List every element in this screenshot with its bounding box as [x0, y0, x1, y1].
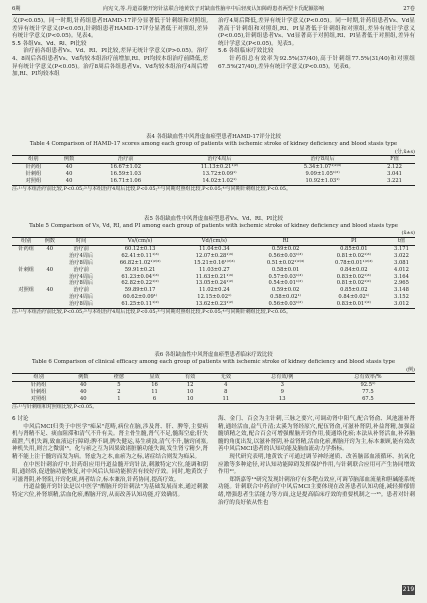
- table-cell: 14.02±1.02¹⁾: [168, 178, 271, 185]
- paragraph: 治疗4周后降低,差异有统计学意义(P<0.05)。同一时期,针药组患者Vs、Vd显著高于针刺组和对照组,RI、PI显著低于针刺组和对照组,差异有统计学意义(P<0.05),针刺组患者Vs、Vd显著高于对照组,RI、PI显著低于对照组,差异有统计学意义(P<0.05)。见表5。: [218, 18, 415, 47]
- header-volume: 27卷: [403, 6, 415, 12]
- table-cell: 15.21±0.16¹⁾²⁾³⁾: [193, 259, 235, 266]
- table-4-note: 注:¹⁾与本组治疗前比较,P<0.05;²⁾与本组治疗4周后比较,P<0.05;³⁾与同期对照组比较,P<0.05;⁴⁾与同期针刺组比较,P<0.05。: [12, 185, 291, 192]
- table-cell: 60.12±0.13: [124, 245, 156, 252]
- column-header: 例数: [55, 156, 84, 164]
- column-header: 总有效率/%: [321, 374, 415, 382]
- column-header: t值: [388, 238, 415, 246]
- table-cell: 治疗4周后: [69, 294, 94, 301]
- table-cell: 40: [46, 245, 54, 252]
- table-cell: 治疗8周后: [69, 280, 94, 287]
- table-6: [12, 373, 415, 404]
- table-cell: 40: [65, 163, 73, 170]
- table-cell: [40, 280, 59, 287]
- table-cell: 9: [280, 388, 284, 395]
- table-cell: 10: [172, 396, 208, 403]
- table-cell: 0.84±0.02: [340, 266, 368, 273]
- table-cell: [40, 260, 59, 267]
- table-cell: 0.81±0.02¹⁾³⁾: [336, 252, 371, 259]
- table-cell: [12, 274, 40, 281]
- table-cell: 67.5: [321, 396, 415, 403]
- table-cell: 针药组: [18, 245, 34, 252]
- table-cell: [40, 274, 59, 281]
- table-cell: 40: [79, 381, 87, 388]
- column-header: 有效: [172, 374, 208, 382]
- table-cell: 77.5: [362, 388, 374, 395]
- header-issue: 6期: [12, 6, 21, 12]
- table-row: [12, 381, 415, 388]
- table-cell: 13: [244, 396, 321, 403]
- table-cell: 0.83±0.02¹⁾³⁾: [336, 273, 371, 280]
- table-4-title-en: Table 4 Comparison of HAMD-17 scores among each group of patients with ischemic stroke of kidney deficiency and blood stasis type: [29, 141, 398, 147]
- table-cell: 61.25±0.11¹⁾²⁾: [103, 301, 177, 308]
- table-row: [12, 396, 415, 403]
- table-4-unit: (分,x̄±s): [394, 149, 415, 155]
- table-4: [12, 155, 415, 186]
- table-cell: 0.84±0.02¹⁾: [338, 294, 370, 301]
- table-cell: [40, 294, 59, 301]
- table-cell: 针药组: [30, 381, 47, 388]
- table-cell: 治疗前: [73, 245, 89, 252]
- table-cell: 11.04±0.34: [198, 245, 230, 252]
- table-cell: 0.85±0.01: [340, 245, 368, 252]
- table-cell: 62.82±0.22¹⁾²⁾: [121, 280, 159, 287]
- table-cell: 针刺组: [30, 388, 47, 395]
- table-cell: 2.965: [394, 280, 409, 287]
- table-cell: 2: [117, 388, 121, 395]
- table-cell: 13.72±0.09¹⁾: [202, 170, 237, 177]
- running-header: [12, 5, 415, 15]
- table-cell: 0.78±0.01¹⁾²⁾³⁾: [335, 259, 373, 266]
- table-cell: 3.022: [394, 252, 409, 259]
- table-cell: 3.148: [394, 287, 409, 294]
- table-cell: 对照组: [12, 396, 65, 403]
- table-cell: 10: [186, 388, 194, 395]
- table-cell: 针刺组: [18, 266, 34, 273]
- table-row: [12, 178, 415, 185]
- table-cell: 13.62±0.23¹⁾²⁾: [177, 301, 251, 308]
- table-cell: 11: [151, 388, 158, 395]
- table-cell: [40, 301, 59, 308]
- table-cell: 6: [137, 396, 173, 403]
- table-cell: 治疗8周后: [59, 301, 103, 308]
- table-cell: [12, 294, 40, 301]
- table-cell: 0.59±0.02: [271, 245, 300, 252]
- table-cell: 16: [151, 381, 158, 388]
- table-cell: 60.62±0.09¹⁾: [123, 294, 158, 301]
- table-cell: 66.82±1.02¹⁾²⁾³⁾: [119, 259, 161, 266]
- table-cell: 0.85±0.02: [340, 287, 368, 294]
- table-cell: 0.58±0.01: [271, 266, 300, 273]
- column-header: PI: [320, 238, 388, 246]
- table-5-title: 表5 各组缺血性中风肾虚血瘀型患者Vs、Vd、RI、PI比较: [144, 216, 283, 222]
- table-cell: 12.07±0.28¹⁾³⁾: [195, 252, 234, 259]
- table-cell: 5: [117, 381, 121, 388]
- table-cell: 0.54±0.01¹⁾²⁾: [268, 280, 303, 287]
- table-cell: 8: [224, 388, 228, 395]
- table-cell: 40: [46, 266, 54, 273]
- bottom-right-column: [218, 416, 415, 507]
- table-cell: 3.221: [374, 178, 415, 185]
- table-cell: 40: [65, 170, 73, 177]
- table-cell: 2.122: [387, 163, 402, 170]
- column-header: 组别: [12, 238, 40, 246]
- table-cell: 9.09±1.05¹⁾²⁾: [305, 170, 340, 177]
- table-cell: 0.57±0.03¹⁾³⁾: [268, 273, 303, 280]
- table-cell: [12, 253, 40, 260]
- section-heading: 5.5 各组Vs、Vd、RI、PI比较: [12, 40, 87, 47]
- table-cell: 59.89±0.17: [124, 287, 156, 294]
- table-cell: 40: [46, 287, 54, 294]
- table-cell: 11.13±0.21¹⁾²⁾: [200, 163, 239, 170]
- table-header-row: [12, 156, 415, 164]
- table-cell: 4.012: [394, 266, 409, 273]
- table-cell: 3.171: [394, 245, 409, 252]
- table-cell: 针刺组: [25, 170, 42, 177]
- table-header-row: [12, 374, 415, 382]
- paragraph: 义(P<0.05)。同一时期,针药组患者HAMD-17评分显著低于针刺组和对照组,差异有统计学意义(P<0.05),针刺组患者HAMD-17评分显著低于对照组,差异有统计学意义(P<0.05)。见表4。: [12, 18, 208, 40]
- table-cell: 3.164: [394, 273, 409, 280]
- table-cell: 16.59±1.03: [110, 170, 142, 177]
- column-header: 痊愈: [101, 374, 137, 382]
- table-cell: 0.83±0.01¹⁾²⁾: [320, 301, 388, 308]
- table-cell: 13.05±0.24¹⁾²⁾: [195, 280, 234, 287]
- table-cell: 16.67±1.02: [110, 163, 142, 170]
- column-header: 治疗8周后: [271, 156, 374, 164]
- column-header: 例数: [65, 374, 101, 382]
- table-6-title-en: Table 6 Comparison of clinical efficacy among each group of patients with ischemic stroke of kidney deficiency and blood stasis type: [31, 359, 396, 365]
- table-cell: 62.41±0.11¹⁾³⁾: [121, 252, 159, 259]
- table-6-body: [12, 381, 415, 403]
- table-5: [12, 237, 415, 309]
- table-cell: 4: [224, 381, 228, 388]
- table-cell: 0.81±0.02¹⁾²⁾: [336, 280, 371, 287]
- table-cell: 0.59±0.02: [271, 287, 300, 294]
- table-row: [12, 163, 415, 170]
- table-cell: 对照组: [12, 178, 55, 185]
- table-row: [12, 260, 415, 267]
- table-cell: 5.34±1.07¹⁾²⁾³⁾: [303, 163, 342, 170]
- table-cell: 11.63±0.21¹⁾³⁾: [195, 273, 234, 280]
- table-6-block: [12, 352, 415, 411]
- table-cell: 3.081: [394, 259, 409, 266]
- column-header: 治疗前: [83, 156, 168, 164]
- header-title: 向宪文,等.丹道益髓开窍针法联合地黄饮子对缺血性脑卒中后轻度认知障碍患者两型卡氏配额影响: [102, 6, 325, 12]
- table-5-body: [12, 245, 415, 308]
- table-cell: 治疗前: [73, 266, 89, 273]
- column-header: 显效: [137, 374, 173, 382]
- table-row: [12, 301, 415, 308]
- table-cell: 40: [55, 178, 84, 185]
- table-cell: 治疗8周后: [69, 259, 94, 266]
- column-header: Vs/(cm/s): [103, 238, 177, 246]
- table-6-unit: (例): [406, 367, 415, 373]
- column-header: F值: [374, 156, 415, 164]
- paragraph: 郑斯嘉等¹⁴研究发现针刺治疗有多靶点效应,可调节脑部血流量和胆碱能系统功能。针刺联合中药治疗中风后MCI主要体现在改善患者认知功能,减轻抑郁情绪,增强患者生活能力等方面,这是提高临床疗效的重要机制之一¹⁶。患者对针刺治疗的良好依从性也: [218, 476, 415, 506]
- table-cell: 0.51±0.02¹⁾²⁾³⁾: [266, 259, 305, 266]
- table-cell: 12.15±0.02¹⁾: [197, 294, 232, 301]
- column-header: 时间: [59, 238, 103, 246]
- table-5-block: [12, 216, 415, 316]
- table-row: [12, 253, 415, 260]
- table-cell: 3.152: [394, 294, 409, 301]
- column-header: Vd/(cm/s): [177, 238, 251, 246]
- table-cell: 0.56±0.03¹⁾²⁾: [251, 301, 319, 308]
- column-header: 治疗4周后: [168, 156, 271, 164]
- table-cell: 治疗4周后: [69, 252, 94, 259]
- table-row: [12, 245, 415, 252]
- table-4-block: [12, 134, 415, 193]
- table-cell: [12, 301, 40, 308]
- top-left-column: [12, 18, 208, 79]
- table-cell: 治疗前: [73, 287, 89, 294]
- table-6-note: 注:¹⁾与针刺组和对照组比较,P<0.05。: [12, 403, 98, 410]
- table-cell: 11: [208, 396, 244, 403]
- table-5-unit: (x̄±s): [401, 230, 415, 236]
- paragraph: 治疗前各组患者Vs、Vd、RI、PI比较,差异无统计学意义(P>0.05)。治疗4、8周后各组患者Vs、Vd均较本组治疗前增加,RI、PI均较本组治疗前降低,差异有统计学意义(P<0.05)。治疗8周后各组患者Vs、Vd均较本组治疗4周后增加,RI、PI均较本组: [12, 48, 208, 78]
- table-cell: 1: [101, 396, 137, 403]
- table-row: [12, 267, 415, 274]
- table-4-title: 表4 各组缺血性中风肾虚血瘀型患者HAMD-17评分比较: [146, 134, 281, 140]
- table-5-note: 注:¹⁾与本组治疗前比较,P<0.05;²⁾与本组治疗4周后比较,P<0.05;³⁾与同期对照组比较,P<0.05;⁴⁾与同期针刺组比较,P<0.05。: [12, 309, 291, 316]
- table-cell: 61.23±0.04¹⁾³⁾: [121, 273, 159, 280]
- table-cell: 16.71±1.06: [83, 178, 168, 185]
- table-cell: 治疗4周后: [69, 273, 94, 280]
- column-header: 例数: [40, 238, 59, 246]
- section-heading: 5.6 各组临床疗效比较: [218, 48, 274, 55]
- table-cell: 3.012: [388, 301, 415, 308]
- paragraph: 丹道益髓开窍针法是以中医学"醒脑开窍针刺法"为基础发展而来,通过刺激特定穴位,补肾填精,活血化瘀,醒脑开窍,从而改善认知功能,疗效确切。: [12, 484, 208, 498]
- bottom-left-column: [12, 416, 208, 500]
- table-cell: 12: [186, 381, 194, 388]
- table-6-title: 表6 各组缺血性中风肾虚血瘀型患者临床疗效比较: [154, 352, 273, 358]
- column-header: 无效: [208, 374, 244, 382]
- table-cell: 40: [79, 388, 87, 395]
- table-cell: 92.5¹⁾: [360, 381, 376, 388]
- paragraph: 中风后MCI归类于中医学"痴呆"范畴,病位在脑,涉及肾、肝、脾等,主要病机与肾精不足、痰血阻滞和清气不升有关。肾主骨生髓,肾气不足,髓海空虚;肝失疏泄,气机失调,致血液运行障碍;脾不调,脾失健运,易生痰浊,清气不升,脑窍闭塞,神机失用,则言之微弱¹⁵。化与瘀之互为因果致诸脏腑功能失调,发生肾亏精少,肾精不能上注于髓窍而发为病。肾虚为之本,血瘀为之标,诸症结合则发为痴呆。: [12, 423, 208, 460]
- table-header-row: [12, 238, 415, 246]
- paragraph: 现代研究表明,地黄饮子可通过调节神经递质、改善脑部血液循环、抗氧化应激等多种途径,对认知功能障碍发挥保护作用,与针刺联合应用可产生协同增效作用¹⁰。: [218, 453, 415, 476]
- table-cell: 对照组: [18, 287, 34, 294]
- paragraph: 针药组总有效率为92.5%(37/40),高于针刺组77.5%(31/40)和对照组67.5%(27/40),差异有统计学意义(P<0.05)。见表6。: [218, 55, 415, 70]
- table-row: [12, 171, 415, 178]
- table-cell: 11.02±0.24: [198, 287, 230, 294]
- column-header: RI: [251, 238, 319, 246]
- table-cell: 11.03±0.27: [198, 266, 230, 273]
- table-5-title-en: Table 5 Comparison of Vs, Vd, RI, and PI among each group of patients with ischemic stroke of kidney deficiency and blood stasis type: [29, 223, 398, 229]
- table-cell: 59.91±0.21: [124, 266, 156, 273]
- top-right-column: [218, 18, 415, 71]
- table-cell: [40, 253, 59, 260]
- table-cell: 10.92±1.03¹⁾: [271, 178, 374, 185]
- table-cell: 3.041: [387, 170, 402, 177]
- table-cell: 40: [65, 396, 101, 403]
- table-cell: 针药组: [25, 163, 42, 170]
- column-header: 组别: [12, 374, 65, 382]
- section-heading: 6 讨论: [12, 416, 29, 422]
- paragraph: 在中医针刺治疗中,针药组应用丹道益髓开窍针法,刺激特定穴位,能调和阴阳,通经络,促进脑功能恢复,对中风后认知功能损害有较好疗效。同时,地黄饮子可滋肾阴,补肾阳,开窍化痰,两者结合,标本兼治,针药协同,提高疗效。: [12, 461, 208, 483]
- page-number: 219: [402, 586, 415, 593]
- paragraph: 海、金门、百会为主针刺,三脉之要穴,可调动肾中阳气,配合肾俞、风池滋补肾精,通经活血,益气升清;太溪为肾经原穴,配伍肾俞,可滋补肾阴,补益肾精,加强益髓填精之效,配合百会可增强醒脑开窍作用,使通络化瘀;本法从补肾活血,补养脑髓的角度出发,以滋补肾阴,补益肾精,活血化瘀,醒脑开窍为主,标本兼顾,能有效改善中风后MCI患者的认知功能及脑血流动力学指标。: [218, 416, 415, 453]
- column-header: 总有效/例: [244, 374, 321, 382]
- table-cell: 0.58±0.02¹⁾: [270, 294, 301, 301]
- table-cell: 0.56±0.03¹⁾³⁾: [268, 252, 303, 259]
- table-cell: [12, 260, 40, 267]
- column-header: 组别: [12, 156, 55, 164]
- table-cell: 3: [280, 381, 284, 388]
- table-row: [12, 389, 415, 396]
